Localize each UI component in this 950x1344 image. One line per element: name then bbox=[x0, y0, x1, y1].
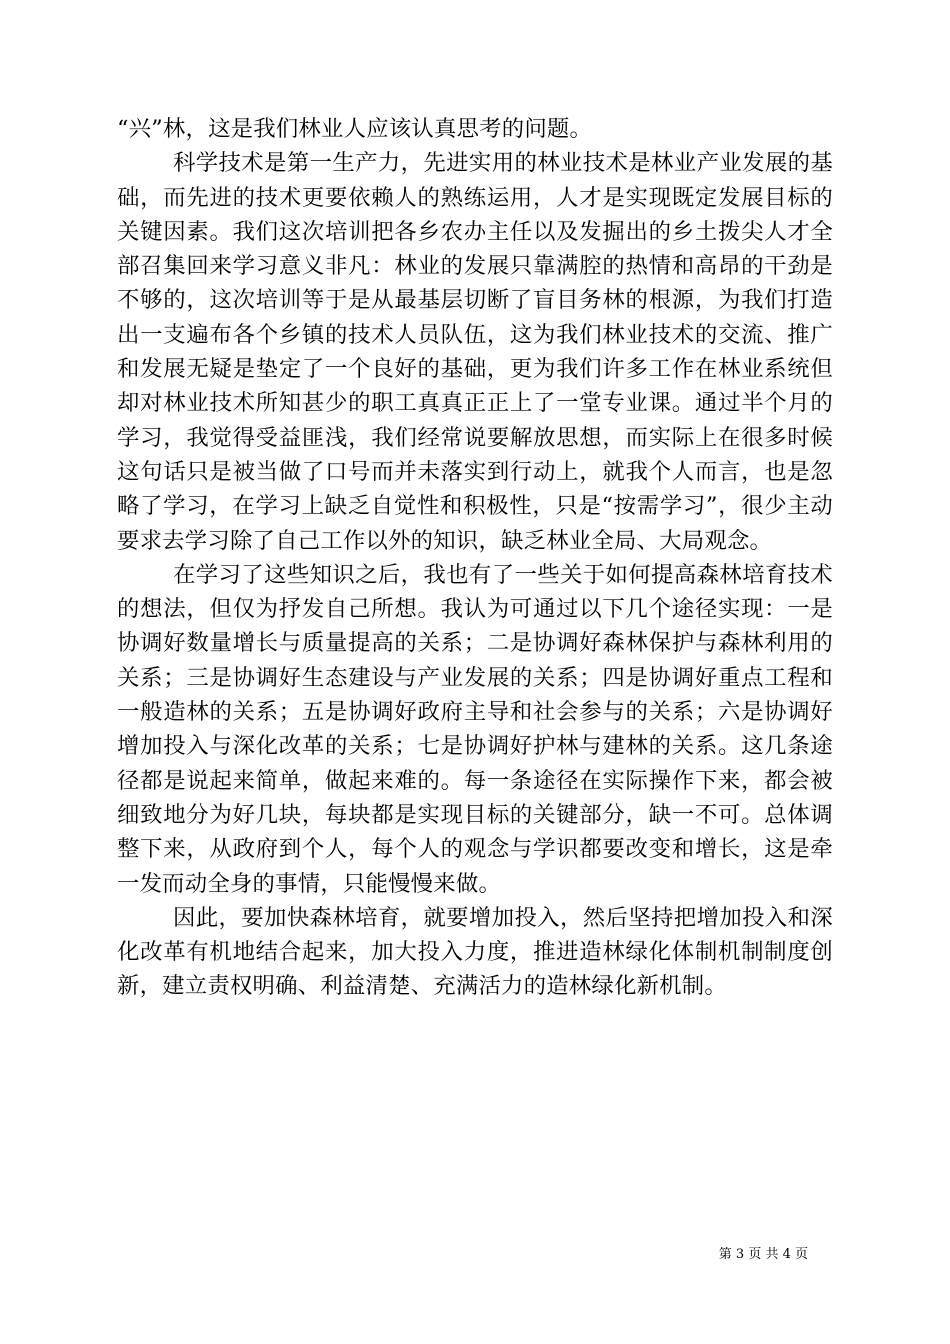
paragraph-4: 因此，要加快森林培育，就要增加投入，然后坚持把增加投入和深化改革有机地结合起来，加大投入力度，推进造林绿化体制机制制度创新，建立责权明确、利益清楚、充满活力的造林绿化新机制。 bbox=[117, 904, 833, 1000]
paragraph-2: 科学技术是第一生产力，先进实用的林业技术是林业产业发展的基础，而先进的技术更要依赖人的熟练运用，人才是实现既定发展目标的关键因素。我们这次培训把各乡农办主任以及发掘出的乡土拨尖人才全部召集回来学习意义非凡：林业的发展只靠满腔的热情和高昂的干劲是不够的，这次培训等于是从最基层切断了盲目务林的根源，为我们打造出一支遍布各个乡镇的技术人员队伍，这为我们林业技术的交流、推广和发展无疑是垫定了一个良好的基础，更为我们许多工作在林业系统但却对林业技术所知甚少的职工真真正正上了一堂专业课。通过半个月的学习，我觉得受益匪浅，我们经常说要解放思想，而实际上在很多时候这句话只是被当做了口号而并未落实到行动上，就我个人而言，也是忽略了学习，在学习上缺乏自觉性和积极性，只是“按需学习”，很少主动要求去学习除了自己工作以外的知识，缺乏林业全局、大局观念。 bbox=[117, 150, 833, 554]
document-body bbox=[117, 112, 833, 1004]
paragraph-3: 在学习了这些知识之后，我也有了一些关于如何提高森林培育技术的想法，但仅为抒发自己所想。我认为可通过以下几个途径实现：一是协调好数量增长与质量提高的关系；二是协调好森林保护与森林利用的关系；三是协调好生态建设与产业发展的关系；四是协调好重点工程和一般造林的关系；五是协调好政府主导和社会参与的关系；六是协调好增加投入与深化改革的关系；七是协调好护林与建林的关系。这几条途径都是说起来简单，做起来难的。每一条途径在实际操作下来，都会被细致地分为好几块，每块都是实现目标的关键部分，缺一不可。总体调整下来，从政府到个人，每个人的观念与学识都要改变和增长，这是牵一发而动全身的事情，只能慢慢来做。 bbox=[117, 561, 833, 897]
paragraph-1: “兴”林，这是我们林业人应该认真思考的问题。 bbox=[117, 116, 593, 142]
page-number-footer: 第 3 页 共 4 页 bbox=[718, 1247, 808, 1262]
